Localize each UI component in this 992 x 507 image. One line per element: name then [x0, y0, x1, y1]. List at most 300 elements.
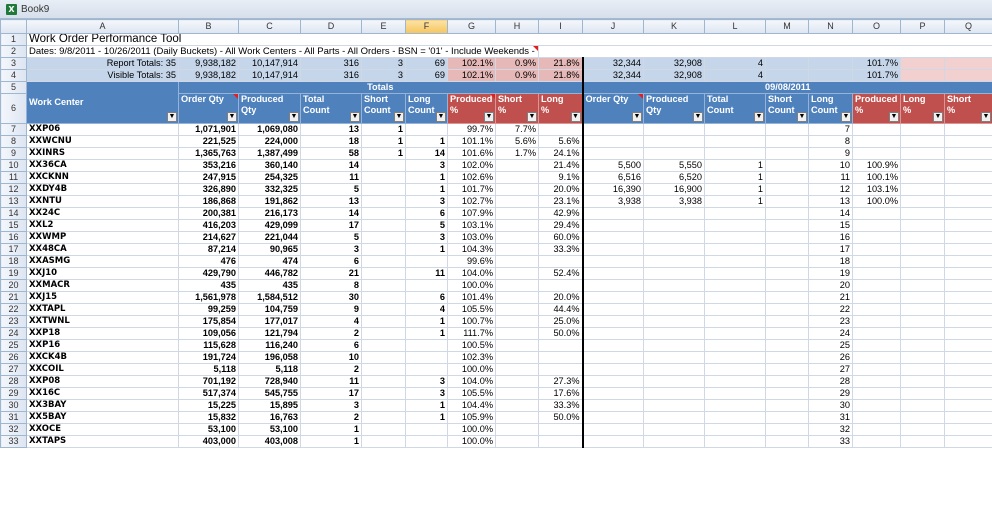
- cell-p[interactable]: [901, 232, 945, 244]
- cell-i[interactable]: 42.9%: [539, 208, 583, 220]
- work-center-cell[interactable]: XXJ10: [27, 268, 179, 280]
- cell-b[interactable]: 247,915: [179, 172, 239, 184]
- cell-k[interactable]: [644, 232, 705, 244]
- cell-j[interactable]: [583, 292, 644, 304]
- cell-j[interactable]: [583, 280, 644, 292]
- cell-d[interactable]: 9: [301, 304, 362, 316]
- cell-n[interactable]: 11: [809, 172, 853, 184]
- cell-h[interactable]: [496, 328, 539, 340]
- cell-p[interactable]: [901, 136, 945, 148]
- cell-c[interactable]: 116,240: [239, 340, 301, 352]
- cell-h[interactable]: [496, 400, 539, 412]
- totals-cell-c[interactable]: 10,147,914: [239, 58, 301, 70]
- date-col-header[interactable]: [945, 94, 992, 124]
- cell-m[interactable]: [766, 340, 809, 352]
- cell-m[interactable]: [766, 352, 809, 364]
- cell-q[interactable]: [945, 220, 992, 232]
- totals-cell-g[interactable]: 102.1%: [448, 58, 496, 70]
- cell-q[interactable]: [945, 328, 992, 340]
- cell-j[interactable]: 3,938: [583, 196, 644, 208]
- cell-i[interactable]: [539, 256, 583, 268]
- cell-d[interactable]: 5: [301, 232, 362, 244]
- cell-i[interactable]: 21.4%: [539, 160, 583, 172]
- cell-j[interactable]: [583, 424, 644, 436]
- cell-k[interactable]: [644, 124, 705, 136]
- work-center-cell[interactable]: XXWMP: [27, 232, 179, 244]
- cell-q[interactable]: [945, 400, 992, 412]
- cell-o[interactable]: [853, 292, 901, 304]
- cell-j[interactable]: [583, 256, 644, 268]
- cell-l[interactable]: [705, 352, 766, 364]
- cell-l[interactable]: [705, 292, 766, 304]
- cell-h[interactable]: [496, 304, 539, 316]
- cell-d[interactable]: 21: [301, 268, 362, 280]
- cell-m[interactable]: [766, 244, 809, 256]
- cell-j[interactable]: [583, 136, 644, 148]
- cell-p[interactable]: [901, 160, 945, 172]
- cell-e[interactable]: [362, 436, 406, 448]
- cell-q[interactable]: [945, 424, 992, 436]
- totals-cell-k[interactable]: 32,908: [644, 58, 705, 70]
- cell-k[interactable]: [644, 304, 705, 316]
- cell-l[interactable]: 1: [705, 160, 766, 172]
- cell-c[interactable]: 104,759: [239, 304, 301, 316]
- cell-n[interactable]: 21: [809, 292, 853, 304]
- work-center-cell[interactable]: XXINRS: [27, 148, 179, 160]
- cell-g[interactable]: 105.5%: [448, 304, 496, 316]
- cell-j[interactable]: [583, 340, 644, 352]
- date-col-header[interactable]: [705, 94, 766, 124]
- cell-i[interactable]: [539, 352, 583, 364]
- cell-l[interactable]: [705, 316, 766, 328]
- cell-c[interactable]: 224,000: [239, 136, 301, 148]
- cell-q[interactable]: [945, 148, 992, 160]
- totals-cell-c[interactable]: 10,147,914: [239, 70, 301, 82]
- work-center-cell[interactable]: XXASMG: [27, 256, 179, 268]
- filter-dropdown-icon[interactable]: ▼: [572, 113, 579, 120]
- cell-p[interactable]: [901, 148, 945, 160]
- cell-i[interactable]: 23.1%: [539, 196, 583, 208]
- cell-n[interactable]: 22: [809, 304, 853, 316]
- cell-b[interactable]: 326,890: [179, 184, 239, 196]
- cell-d[interactable]: 4: [301, 316, 362, 328]
- cell-g[interactable]: 101.6%: [448, 148, 496, 160]
- cell-c[interactable]: 53,100: [239, 424, 301, 436]
- cell-c[interactable]: 1,069,080: [239, 124, 301, 136]
- row-number[interactable]: 21: [1, 292, 27, 304]
- work-center-cell[interactable]: XXJ15: [27, 292, 179, 304]
- cell-p[interactable]: [901, 328, 945, 340]
- row-number[interactable]: 24: [1, 328, 27, 340]
- cell-e[interactable]: [362, 232, 406, 244]
- cell-i[interactable]: [539, 280, 583, 292]
- cell-f[interactable]: 1: [406, 412, 448, 424]
- cell-m[interactable]: [766, 328, 809, 340]
- cell-k[interactable]: [644, 256, 705, 268]
- cell-q[interactable]: [945, 232, 992, 244]
- cell-q[interactable]: [945, 340, 992, 352]
- cell-b[interactable]: 99,259: [179, 304, 239, 316]
- cell-p[interactable]: [901, 292, 945, 304]
- filter-dropdown-icon[interactable]: ▼: [982, 113, 990, 120]
- cell-e[interactable]: [362, 280, 406, 292]
- cell-c[interactable]: 429,099: [239, 220, 301, 232]
- cell-i[interactable]: 24.1%: [539, 148, 583, 160]
- cell-d[interactable]: 8: [301, 280, 362, 292]
- work-center-cell[interactable]: XXCOIL: [27, 364, 179, 376]
- cell-h[interactable]: [496, 256, 539, 268]
- work-center-cell[interactable]: XXOCE: [27, 424, 179, 436]
- cell-o[interactable]: 100.0%: [853, 196, 901, 208]
- cell-q[interactable]: [945, 316, 992, 328]
- cell-q[interactable]: [945, 388, 992, 400]
- row-number[interactable]: 11: [1, 172, 27, 184]
- cell-d[interactable]: 2: [301, 364, 362, 376]
- cell-m[interactable]: [766, 268, 809, 280]
- cell-q[interactable]: [945, 436, 992, 448]
- totals-cell-q[interactable]: [945, 70, 992, 82]
- cell-q[interactable]: [945, 172, 992, 184]
- cell-f[interactable]: [406, 352, 448, 364]
- cell-b[interactable]: 109,056: [179, 328, 239, 340]
- totals-col-header[interactable]: [239, 94, 301, 124]
- cell-n[interactable]: 32: [809, 424, 853, 436]
- cell-k[interactable]: [644, 364, 705, 376]
- totals-col-header[interactable]: [179, 94, 239, 124]
- cell-q[interactable]: [945, 244, 992, 256]
- cell-f[interactable]: 3: [406, 160, 448, 172]
- cell-m[interactable]: [766, 364, 809, 376]
- totals-cell-j[interactable]: 32,344: [583, 70, 644, 82]
- cell-m[interactable]: [766, 124, 809, 136]
- cell-p[interactable]: [901, 304, 945, 316]
- cell-c[interactable]: 216,173: [239, 208, 301, 220]
- totals-cell-j[interactable]: 32,344: [583, 58, 644, 70]
- row-number[interactable]: 6: [1, 94, 27, 124]
- row-number[interactable]: 13: [1, 196, 27, 208]
- column-header-c[interactable]: C: [239, 20, 301, 34]
- cell-i[interactable]: 25.0%: [539, 316, 583, 328]
- cell-l[interactable]: 1: [705, 196, 766, 208]
- cell-p[interactable]: [901, 424, 945, 436]
- cell-h[interactable]: [496, 412, 539, 424]
- column-header-d[interactable]: D: [301, 20, 362, 34]
- cell-b[interactable]: 403,000: [179, 436, 239, 448]
- cell-i[interactable]: 33.3%: [539, 400, 583, 412]
- cell-n[interactable]: 29: [809, 388, 853, 400]
- totals-cell-f[interactable]: 69: [406, 58, 448, 70]
- cell-g[interactable]: 104.3%: [448, 244, 496, 256]
- cell-o[interactable]: [853, 136, 901, 148]
- cell-g[interactable]: 100.0%: [448, 364, 496, 376]
- cell-j[interactable]: [583, 364, 644, 376]
- cell-o[interactable]: [853, 256, 901, 268]
- cell-f[interactable]: 1: [406, 184, 448, 196]
- column-header-l[interactable]: L: [705, 20, 766, 34]
- cell-c[interactable]: 435: [239, 280, 301, 292]
- filter-dropdown-icon[interactable]: ▼: [798, 113, 806, 120]
- cell-m[interactable]: [766, 160, 809, 172]
- date-col-header[interactable]: [766, 94, 809, 124]
- cell-f[interactable]: 3: [406, 232, 448, 244]
- work-center-cell[interactable]: XXP08: [27, 376, 179, 388]
- cell-d[interactable]: 2: [301, 328, 362, 340]
- cell-f[interactable]: 1: [406, 136, 448, 148]
- cell-m[interactable]: [766, 280, 809, 292]
- column-header-g[interactable]: G: [448, 20, 496, 34]
- cell-f[interactable]: 6: [406, 292, 448, 304]
- cell-p[interactable]: [901, 364, 945, 376]
- cell-e[interactable]: 1: [362, 148, 406, 160]
- work-center-header[interactable]: [27, 82, 179, 124]
- cell-l[interactable]: [705, 232, 766, 244]
- cell-o[interactable]: [853, 268, 901, 280]
- row-number[interactable]: 1: [1, 34, 27, 46]
- cell-d[interactable]: 30: [301, 292, 362, 304]
- cell-j[interactable]: [583, 208, 644, 220]
- cell-d[interactable]: 14: [301, 208, 362, 220]
- cell-b[interactable]: 701,192: [179, 376, 239, 388]
- date-col-header[interactable]: [853, 94, 901, 124]
- cell-b[interactable]: 191,724: [179, 352, 239, 364]
- cell-e[interactable]: [362, 352, 406, 364]
- cell-j[interactable]: 6,516: [583, 172, 644, 184]
- cell-c[interactable]: 446,782: [239, 268, 301, 280]
- cell-b[interactable]: 1,365,763: [179, 148, 239, 160]
- cell-o[interactable]: [853, 400, 901, 412]
- cell-f[interactable]: 3: [406, 388, 448, 400]
- cell-l[interactable]: [705, 220, 766, 232]
- cell-c[interactable]: 728,940: [239, 376, 301, 388]
- cell-p[interactable]: [901, 280, 945, 292]
- cell-e[interactable]: [362, 292, 406, 304]
- cell-f[interactable]: [406, 256, 448, 268]
- cell-g[interactable]: 105.9%: [448, 412, 496, 424]
- filter-dropdown-icon[interactable]: ▼: [351, 113, 359, 120]
- cell-f[interactable]: [406, 424, 448, 436]
- cell-g[interactable]: 100.5%: [448, 340, 496, 352]
- cell-f[interactable]: 1: [406, 400, 448, 412]
- cell-l[interactable]: [705, 376, 766, 388]
- cell-g[interactable]: 99.7%: [448, 124, 496, 136]
- cell-l[interactable]: [705, 280, 766, 292]
- cell-k[interactable]: [644, 328, 705, 340]
- work-center-cell[interactable]: XXTAPS: [27, 436, 179, 448]
- cell-n[interactable]: 27: [809, 364, 853, 376]
- cell-i[interactable]: 20.0%: [539, 184, 583, 196]
- filter-dropdown-icon[interactable]: ▼: [934, 113, 942, 120]
- cell-l[interactable]: [705, 148, 766, 160]
- cell-e[interactable]: 1: [362, 124, 406, 136]
- cell-g[interactable]: 103.1%: [448, 220, 496, 232]
- cell-b[interactable]: 15,225: [179, 400, 239, 412]
- cell-g[interactable]: 101.4%: [448, 292, 496, 304]
- totals-cell-i[interactable]: 21.8%: [539, 70, 583, 82]
- cell-k[interactable]: [644, 388, 705, 400]
- totals-cell-e[interactable]: 3: [362, 58, 406, 70]
- empty-cell[interactable]: [539, 46, 992, 58]
- cell-q[interactable]: [945, 160, 992, 172]
- work-center-cell[interactable]: XXCKNN: [27, 172, 179, 184]
- cell-l[interactable]: [705, 412, 766, 424]
- cell-q[interactable]: [945, 196, 992, 208]
- cell-i[interactable]: 29.4%: [539, 220, 583, 232]
- cell-e[interactable]: [362, 316, 406, 328]
- cell-p[interactable]: [901, 436, 945, 448]
- cell-g[interactable]: 102.3%: [448, 352, 496, 364]
- cell-f[interactable]: 3: [406, 376, 448, 388]
- totals-cell-k[interactable]: 32,908: [644, 70, 705, 82]
- cell-d[interactable]: 1: [301, 436, 362, 448]
- row-number[interactable]: 31: [1, 412, 27, 424]
- cell-k[interactable]: 5,550: [644, 160, 705, 172]
- cell-e[interactable]: 1: [362, 136, 406, 148]
- work-center-cell[interactable]: XX48CA: [27, 244, 179, 256]
- cell-e[interactable]: [362, 256, 406, 268]
- cell-n[interactable]: 16: [809, 232, 853, 244]
- work-center-cell[interactable]: XX24C: [27, 208, 179, 220]
- totals-cell-d[interactable]: 316: [301, 70, 362, 82]
- cell-p[interactable]: [901, 220, 945, 232]
- cell-i[interactable]: 44.4%: [539, 304, 583, 316]
- column-header-b[interactable]: B: [179, 20, 239, 34]
- cell-k[interactable]: [644, 400, 705, 412]
- totals-cell-f[interactable]: 69: [406, 70, 448, 82]
- cell-i[interactable]: 27.3%: [539, 376, 583, 388]
- cell-h[interactable]: 7.7%: [496, 124, 539, 136]
- cell-d[interactable]: 2: [301, 412, 362, 424]
- cell-m[interactable]: [766, 172, 809, 184]
- cell-m[interactable]: [766, 196, 809, 208]
- totals-cell-b[interactable]: 9,938,182: [179, 70, 239, 82]
- cell-b[interactable]: 416,203: [179, 220, 239, 232]
- cell-i[interactable]: [539, 340, 583, 352]
- cell-l[interactable]: [705, 328, 766, 340]
- totals-cell-n[interactable]: [809, 58, 853, 70]
- cell-f[interactable]: [406, 280, 448, 292]
- cell-j[interactable]: 5,500: [583, 160, 644, 172]
- cell-b[interactable]: 353,216: [179, 160, 239, 172]
- cell-o[interactable]: [853, 376, 901, 388]
- cell-g[interactable]: 101.7%: [448, 184, 496, 196]
- cell-k[interactable]: [644, 424, 705, 436]
- cell-n[interactable]: 9: [809, 148, 853, 160]
- cell-c[interactable]: 5,118: [239, 364, 301, 376]
- row-number[interactable]: 28: [1, 376, 27, 388]
- cell-f[interactable]: 3: [406, 196, 448, 208]
- cell-l[interactable]: [705, 304, 766, 316]
- cell-c[interactable]: 254,325: [239, 172, 301, 184]
- totals-cell-b[interactable]: 9,938,182: [179, 58, 239, 70]
- work-center-cell[interactable]: XXP06: [27, 124, 179, 136]
- column-header-e[interactable]: E: [362, 20, 406, 34]
- work-center-cell[interactable]: XXDY4B: [27, 184, 179, 196]
- cell-h[interactable]: [496, 244, 539, 256]
- cell-d[interactable]: 6: [301, 340, 362, 352]
- row-number[interactable]: 17: [1, 244, 27, 256]
- cell-d[interactable]: 17: [301, 220, 362, 232]
- totals-cell-h[interactable]: 0.9%: [496, 70, 539, 82]
- cell-o[interactable]: [853, 388, 901, 400]
- cell-l[interactable]: [705, 208, 766, 220]
- totals-cell-p[interactable]: [901, 58, 945, 70]
- cell-h[interactable]: [496, 376, 539, 388]
- cell-i[interactable]: [539, 424, 583, 436]
- cell-m[interactable]: [766, 136, 809, 148]
- cell-i[interactable]: 52.4%: [539, 268, 583, 280]
- cell-g[interactable]: 102.0%: [448, 160, 496, 172]
- cell-i[interactable]: 20.0%: [539, 292, 583, 304]
- work-center-cell[interactable]: XXMACR: [27, 280, 179, 292]
- row-number[interactable]: 27: [1, 364, 27, 376]
- cell-h[interactable]: [496, 172, 539, 184]
- cell-g[interactable]: 102.7%: [448, 196, 496, 208]
- filter-dropdown-icon[interactable]: ▼: [633, 113, 641, 120]
- cell-h[interactable]: [496, 268, 539, 280]
- cell-i[interactable]: [539, 436, 583, 448]
- cell-n[interactable]: 25: [809, 340, 853, 352]
- cell-d[interactable]: 58: [301, 148, 362, 160]
- column-header-j[interactable]: J: [583, 20, 644, 34]
- cell-b[interactable]: 221,525: [179, 136, 239, 148]
- cell-o[interactable]: 100.9%: [853, 160, 901, 172]
- cell-b[interactable]: 5,118: [179, 364, 239, 376]
- work-center-cell[interactable]: XXWCNU: [27, 136, 179, 148]
- cell-k[interactable]: [644, 268, 705, 280]
- cell-d[interactable]: 3: [301, 244, 362, 256]
- work-center-cell[interactable]: XXP18: [27, 328, 179, 340]
- cell-k[interactable]: [644, 244, 705, 256]
- cell-f[interactable]: [406, 124, 448, 136]
- cell-j[interactable]: [583, 436, 644, 448]
- filter-dropdown-icon[interactable]: ▼: [528, 113, 536, 120]
- cell-h[interactable]: 1.7%: [496, 148, 539, 160]
- filter-dropdown-icon[interactable]: ▼: [694, 113, 702, 120]
- cell-k[interactable]: 3,938: [644, 196, 705, 208]
- row-number[interactable]: 2: [1, 46, 27, 58]
- cell-g[interactable]: 101.1%: [448, 136, 496, 148]
- cell-p[interactable]: [901, 124, 945, 136]
- cell-f[interactable]: 6: [406, 208, 448, 220]
- totals-col-header[interactable]: [539, 94, 583, 124]
- cell-f[interactable]: 1: [406, 244, 448, 256]
- cell-b[interactable]: 186,868: [179, 196, 239, 208]
- cell-m[interactable]: [766, 148, 809, 160]
- filter-dropdown-icon[interactable]: ▼: [890, 113, 898, 120]
- row-number[interactable]: 19: [1, 268, 27, 280]
- cell-o[interactable]: [853, 220, 901, 232]
- cell-g[interactable]: 111.7%: [448, 328, 496, 340]
- cell-p[interactable]: [901, 400, 945, 412]
- cell-o[interactable]: [853, 280, 901, 292]
- cell-b[interactable]: 53,100: [179, 424, 239, 436]
- work-center-cell[interactable]: XXTWNL: [27, 316, 179, 328]
- cell-n[interactable]: 10: [809, 160, 853, 172]
- cell-l[interactable]: [705, 400, 766, 412]
- cell-k[interactable]: [644, 208, 705, 220]
- totals-cell-l[interactable]: 4: [705, 58, 766, 70]
- cell-e[interactable]: [362, 328, 406, 340]
- cell-m[interactable]: [766, 256, 809, 268]
- row-number[interactable]: 4: [1, 70, 27, 82]
- totals-cell-o[interactable]: 101.7%: [853, 58, 901, 70]
- cell-i[interactable]: 33.3%: [539, 244, 583, 256]
- cell-n[interactable]: 23: [809, 316, 853, 328]
- cell-o[interactable]: [853, 436, 901, 448]
- row-number[interactable]: 26: [1, 352, 27, 364]
- cell-b[interactable]: 115,628: [179, 340, 239, 352]
- cell-g[interactable]: 100.7%: [448, 316, 496, 328]
